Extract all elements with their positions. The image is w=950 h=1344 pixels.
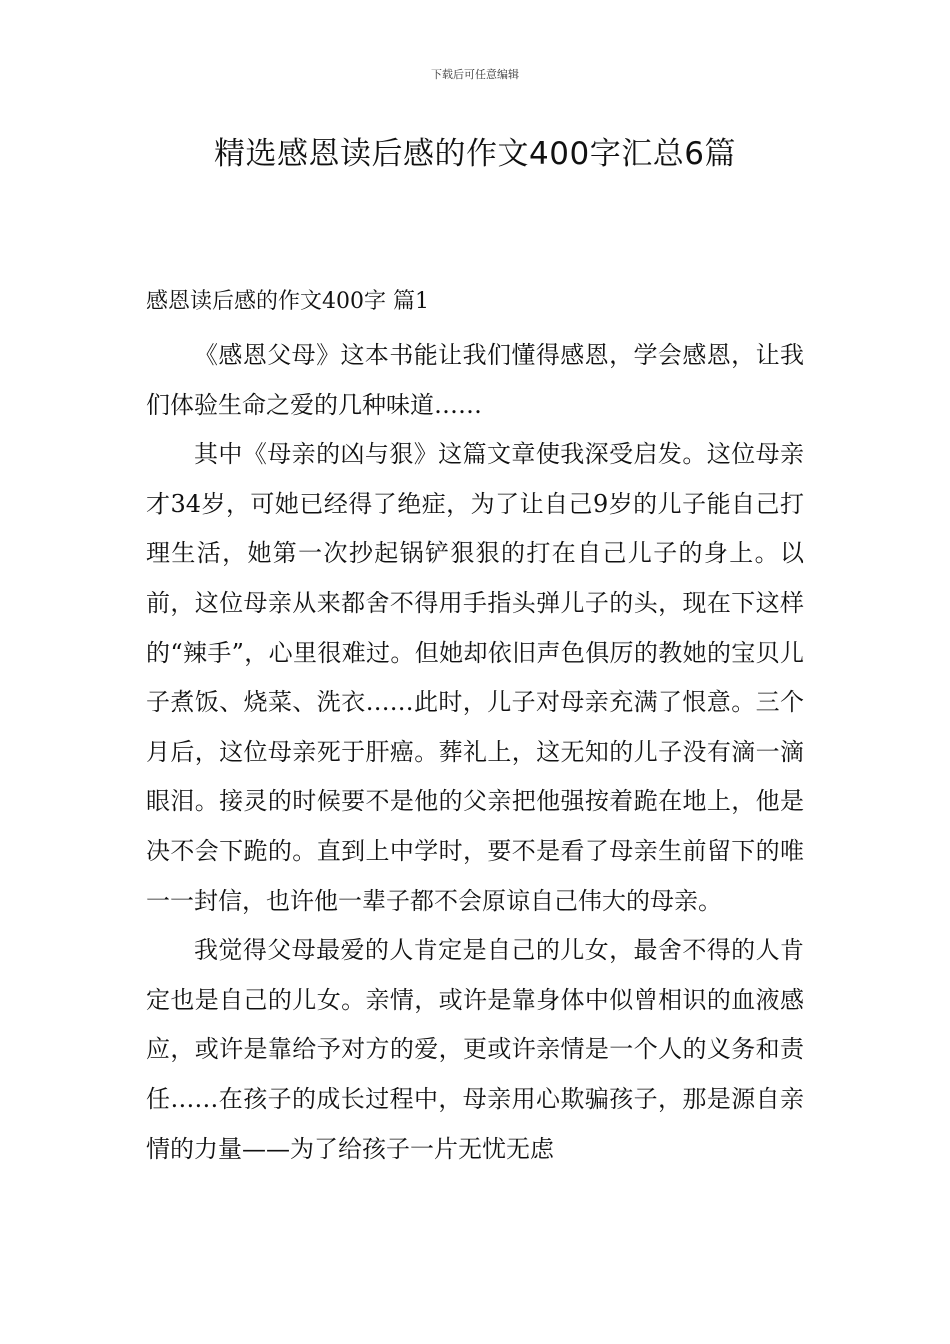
- document-title: 精选感恩读后感的作文400字汇总6篇: [214, 136, 736, 172]
- header-note: 下载后可任意编辑: [431, 68, 519, 81]
- paragraph-3: 我觉得父母最爱的人肯定是自己的儿女，最舍不得的人肯定也是自己的儿女。亲情，或许是靠身体中似曾相识的血液感应，或许是靠给予对方的爱，更或许亲情是一个人的义务和责任……在孩子的成长过程中，母亲用心欺骗孩子，那是源自亲情的力量——为了给孩子一片无忧无虑: [146, 936, 804, 1163]
- body-text: [146, 331, 804, 1174]
- paragraph-1: 《感恩父母》这本书能让我们懂得感恩，学会感恩，让我们体验生命之爱的几种味道……: [146, 341, 804, 419]
- paragraph-2: 其中《母亲的凶与狠》这篇文章使我深受启发。这位母亲才34岁，可她已经得了绝症，为了让自己9岁的儿子能自己打理生活，她第一次抄起锅铲狠狠的打在自己儿子的身上。以前，这位母亲从来都舍不得用手指头弹儿子的头，现在下这样的“辣手”，心里很难过。但她却依旧声色俱厉的教她的宝贝儿子煮饭、烧菜、洗衣……此时，儿子对母亲充满了恨意。三个月后，这位母亲死于肝癌。葬礼上，这无知的儿子没有滴一滴眼泪。接灵的时候要不是他的父亲把他强按着跪在地上，他是决不会下跪的。直到上中学时，要不是看了母亲生前留下的唯一一封信，也许他一辈子都不会原谅自己伟大的母亲。: [146, 440, 804, 915]
- section-heading: 感恩读后感的作文400字 篇1: [146, 289, 429, 314]
